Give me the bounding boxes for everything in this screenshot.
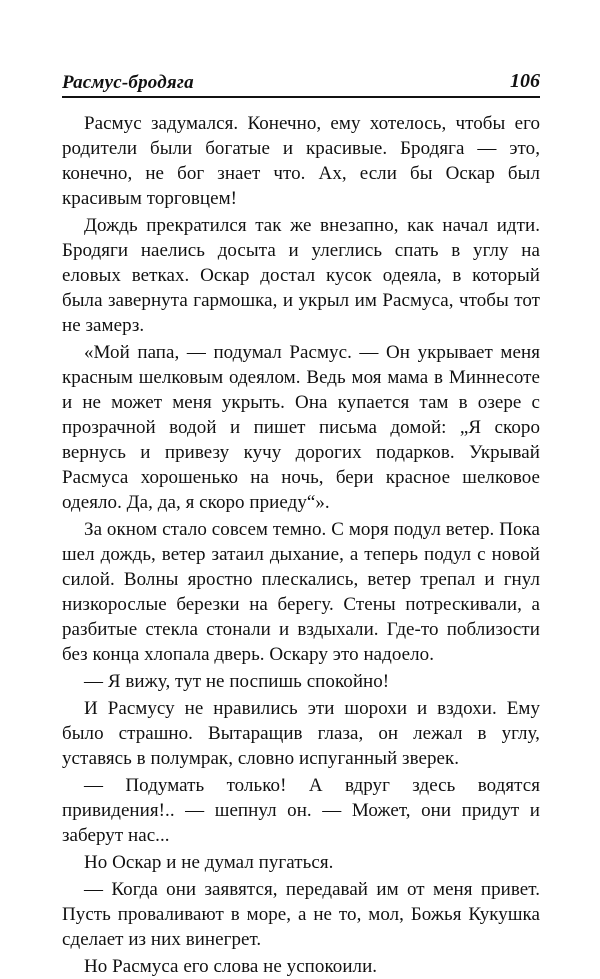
paragraph: Но Оскар и не думал пугаться. xyxy=(84,852,334,873)
paragraph: — Я вижу, тут не поспишь спокойно! xyxy=(84,671,390,692)
paragraph: Расмус задумался. Конечно, ему хотелось, чтобы его родители были богатые и красивые. Бродяга — это, конечно, не бог знает что. Ах, если бы Оскар был красивым торговцем! xyxy=(62,113,540,209)
book-title: Расмус-бродяга xyxy=(62,72,194,93)
page-number: 106 xyxy=(510,70,540,92)
paragraph: И Расмусу не нравились эти шорохи и вздохи. Ему было страшно. Вытаращив глаза, он лежал в углу, уставясь в полумрак, словно испуганный зверек. xyxy=(62,698,540,769)
running-header xyxy=(62,72,540,98)
paragraph: За окном стало совсем темно. С моря подул ветер. Пока шел дождь, ветер затаил дыхание, а теперь подул с новой силой. Волны яростно плескались, ветер трепал и гнул низкорослые березки на берегу. Стены потрескивали, а разбитые стекла стонали и вздыхали. Где-то поблизости без конца хлопала дверь. Оскару это надоело. xyxy=(62,519,540,665)
paragraph: — Когда они заявятся, передавай им от меня привет. Пусть проваливают в море, а не то, мол, Божья Кукушка сделает из них винегрет. xyxy=(62,879,540,950)
paragraph: Но Расмуса его слова не успокоили. xyxy=(84,956,378,977)
paragraph: Дождь прекратился так же внезапно, как начал идти. Бродяги наелись досыта и улеглись спать в углу на еловых ветках. Оскар достал кусок одеяла, в который была завернута гармошка, и укрыл им Расмуса, чтобы тот не замерз. xyxy=(62,215,540,336)
text-body xyxy=(62,111,540,979)
paragraph: «Мой папа, — подумал Расмус. — Он укрывает меня красным шелковым одеялом. Ведь моя мама в Миннесоте и не может меня укрыть. Она купается там в озере с прозрачной водой и пишет письма домой: „Я скоро вернусь и привезу кучу дорогих подарков. Укрывай Расмуса хорошенько на ночь, бери красное шелковое одеяло. Да, да, я скоро приеду“». xyxy=(62,342,540,513)
header-rule xyxy=(62,96,540,98)
paragraph: — Подумать только! А вдруг здесь водятся привидения!.. — шепнул он. — Может, они придут и заберут нас... xyxy=(62,775,540,846)
